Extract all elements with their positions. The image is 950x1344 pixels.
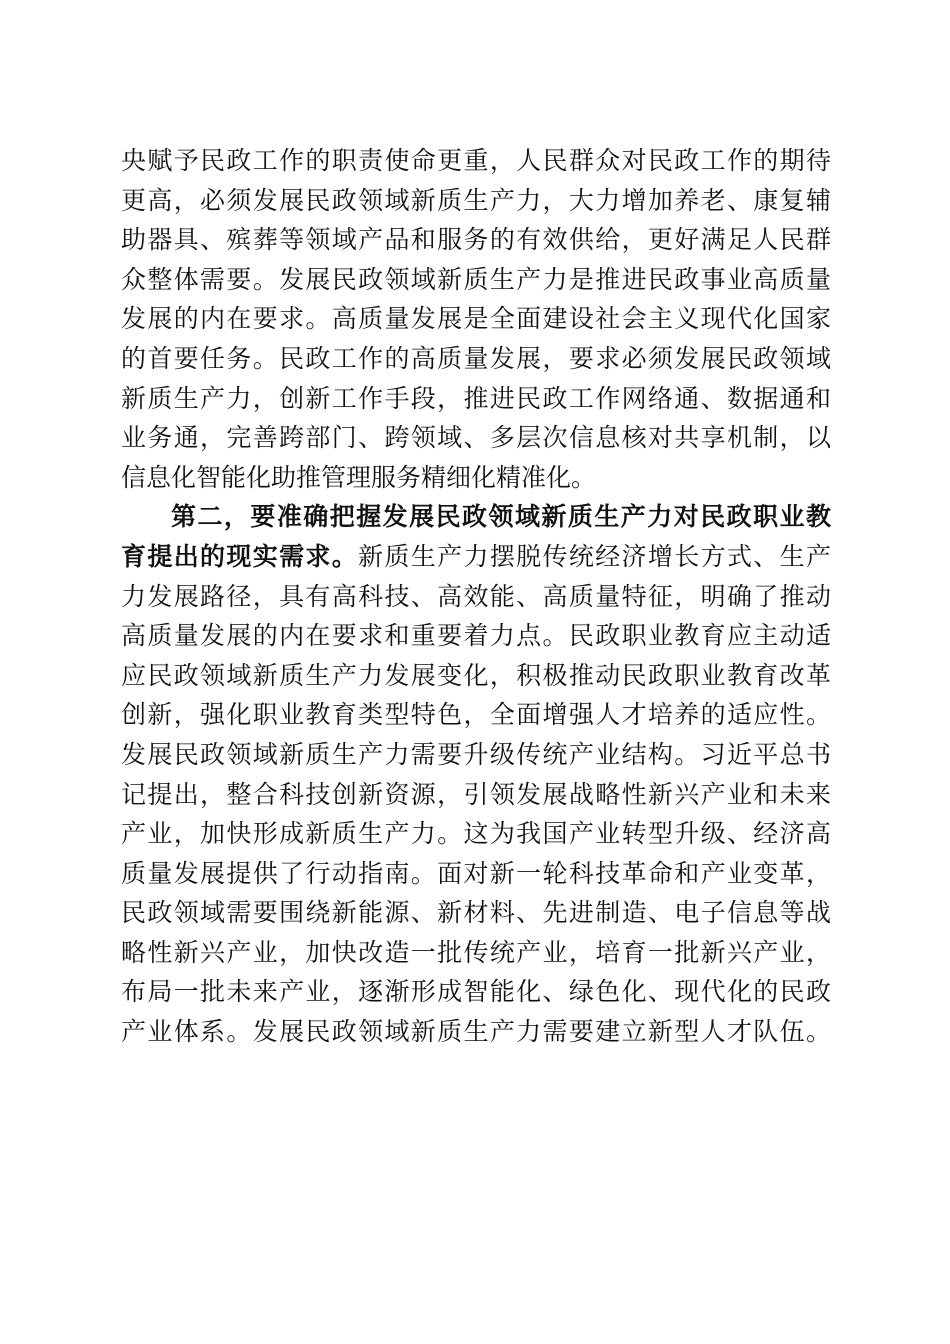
paragraph-line: 质量发展提供了行动指南。面对新一轮科技革命和产业变革， [121,858,831,888]
paragraph-line: 信息化智能化助推管理服务精细化精准化。 [121,462,597,492]
paragraph-line: 记提出，整合科技创新资源，引领发展战略性新兴产业和未来 [121,779,831,809]
paragraph-line-text: 新质生产力摆脱传统经济增长方式、生产 [358,541,831,571]
paragraph-line: 产业体系。发展民政领域新质生产力需要建立新型人才队伍。 [121,1017,831,1047]
paragraph-line: 应民政领域新质生产力发展变化，积极推动民政职业教育改革 [121,660,831,690]
paragraph-line: 创新，强化职业教育类型特色，全面增强人才培养的适应性。 [121,700,831,730]
paragraph-line: 布局一批未来产业，逐渐形成智能化、绿色化、现代化的民政 [121,977,831,1007]
paragraph-line: 助器具、殡葬等领域产品和服务的有效供给，更好满足人民群 [121,225,831,255]
paragraph-line: 众整体需要。发展民政领域新质生产力是推进民政事业高质量 [121,264,831,294]
body-text [121,141,831,1052]
paragraph-line: 央赋予民政工作的职责使命更重，人民群众对民政工作的期待 [121,146,831,175]
paragraph-line: 产业，加快形成新质生产力。这为我国产业转型升级、经济高 [121,819,831,849]
paragraph-line [121,537,831,577]
paragraph-line: 发展民政领域新质生产力需要升级传统产业结构。习近平总书 [121,739,831,769]
paragraph-line: 发展的内在要求。高质量发展是全面建设社会主义现代化国家 [121,304,831,334]
paragraph-line: 新质生产力，创新工作手段，推进民政工作网络通、数据通和 [121,383,831,413]
paragraph-line: 力发展路径，具有高科技、高效能、高质量特征，明确了推动 [121,581,831,611]
paragraph-line: 的首要任务。民政工作的高质量发展，要求必须发展民政领域 [121,343,831,373]
paragraph-line: 民政领域需要围绕新能源、新材料、先进制造、电子信息等战 [121,898,831,928]
section-heading-line: 第二，要准确把握发展民政领域新质生产力对民政职业教 [171,502,831,532]
paragraph-line: 高质量发展的内在要求和重要着力点。民政职业教育应主动适 [121,621,831,651]
paragraph-line: 更高，必须发展民政领域新质生产力，大力增加养老、康复辅 [121,185,831,215]
section-heading-end: 育提出的现实需求。 [121,541,359,571]
paragraph-line: 略性新兴产业，加快改造一批传统产业，培育一批新兴产业， [121,937,831,967]
paragraph-line: 业务通，完善跨部门、跨领域、多层次信息核对共享机制，以 [121,423,831,453]
